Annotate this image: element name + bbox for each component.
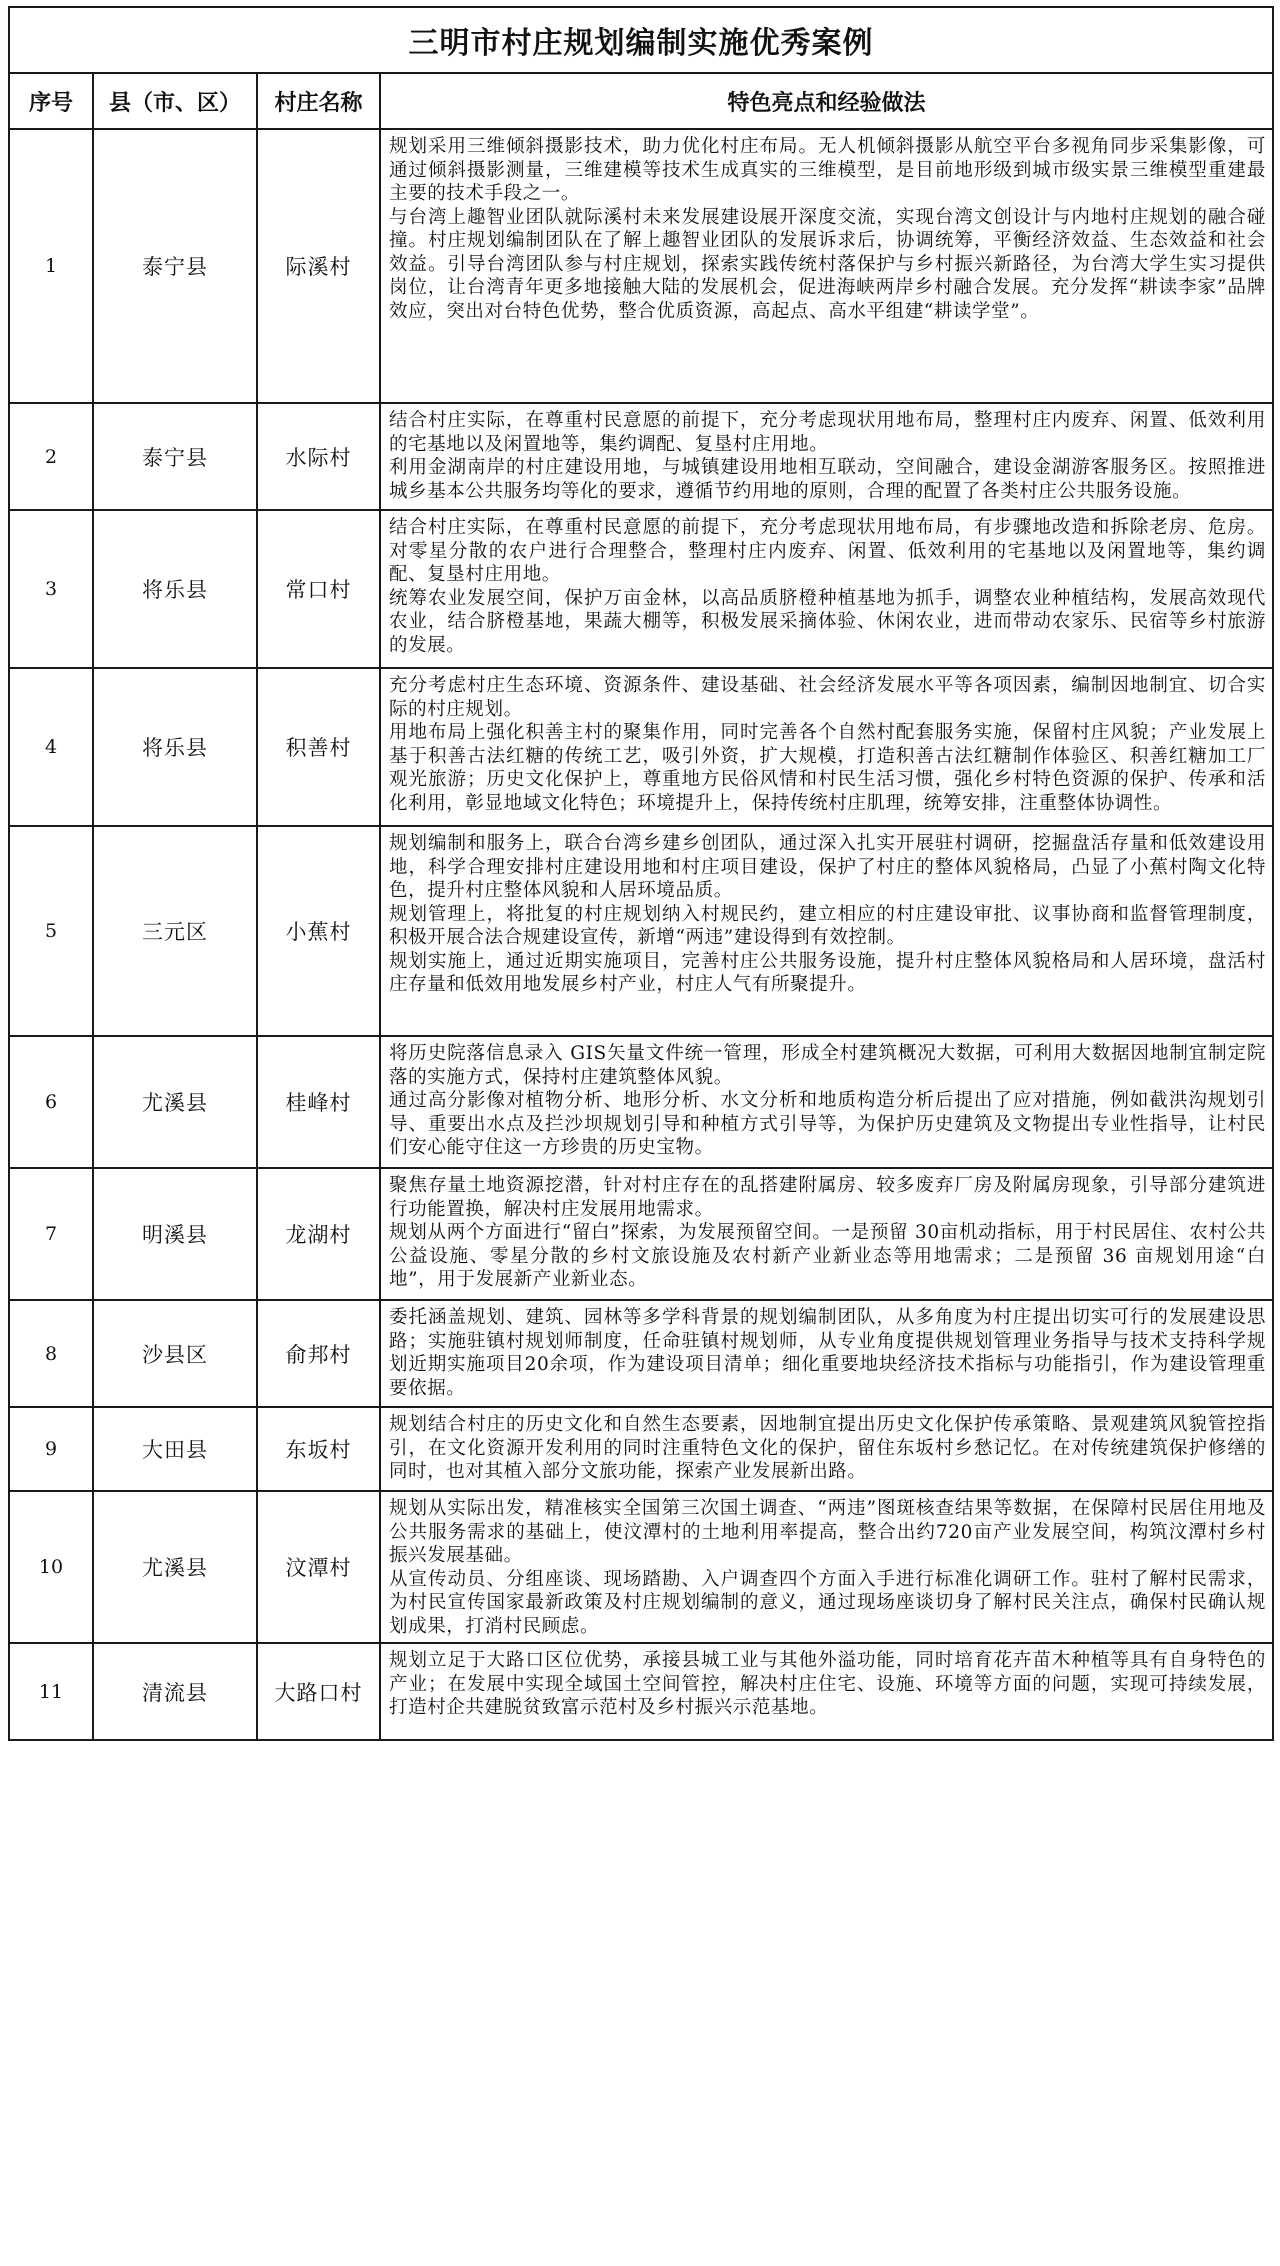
highlights-cell [380, 510, 1273, 668]
highlights-cell [380, 1300, 1273, 1407]
header-county: 县（市、区） [93, 73, 257, 129]
table-row [9, 403, 1273, 510]
village-name: 龙湖村 [257, 1168, 380, 1300]
row-number: 4 [9, 668, 93, 826]
row-number: 7 [9, 1168, 93, 1300]
row-number: 3 [9, 510, 93, 668]
village-name: 俞邦村 [257, 1300, 380, 1407]
highlight-paragraph: 规划从两个方面进行“留白”探索，为发展预留空间。一是预留 30亩机动指标，用于村民居住、农村公共公益设施、零星分散的乡村文旅设施及农村新产业新业态等用地需求；二是预留 36 亩规划用途“白地”，用于发展新产业新业态。 [389, 1222, 1266, 1290]
village-name: 东坂村 [257, 1407, 380, 1491]
highlights-cell [380, 129, 1273, 403]
highlight-paragraph: 规划管理上，将批复的村庄规划纳入村规民约，建立相应的村庄建设审批、议事协商和监督管理制度，积极开展合法合规建设宣传，新增“两违”建设得到有效控制。 [389, 903, 1266, 948]
highlight-paragraph: 利用金湖南岸的村庄建设用地，与城镇建设用地相互联动，空间融合，建设金湖游客服务区。按照推进城乡基本公共服务均等化的要求，遵循节约用地的原则，合理的配置了各类村庄公共服务设施。 [389, 457, 1266, 502]
village-name: 常口村 [257, 510, 380, 668]
row-number: 8 [9, 1300, 93, 1407]
row-number: 6 [9, 1036, 93, 1168]
highlights-text [381, 669, 1272, 819]
row-number: 9 [9, 1407, 93, 1491]
table-row [9, 1036, 1273, 1168]
county-name: 尤溪县 [93, 1036, 257, 1168]
header-row [9, 73, 1273, 129]
row-number: 10 [9, 1491, 93, 1643]
highlights-text [381, 1037, 1272, 1164]
village-name: 积善村 [257, 668, 380, 826]
highlights-cell [380, 403, 1273, 510]
highlights-text [381, 1492, 1272, 1642]
village-name: 桂峰村 [257, 1036, 380, 1168]
row-number: 5 [9, 826, 93, 1036]
highlights-cell [380, 1168, 1273, 1300]
table-title: 三明市村庄规划编制实施优秀案例 [9, 7, 1273, 73]
highlight-paragraph: 规划实施上，通过近期实施项目，完善村庄公共服务设施，提升村庄整体风貌格局和人居环境，盘活村庄存量和低效用地发展乡村产业，村庄人气有所聚提升。 [389, 950, 1266, 995]
table-row [9, 1168, 1273, 1300]
table-row [9, 1491, 1273, 1643]
header-highlights: 特色亮点和经验做法 [380, 73, 1273, 129]
village-name: 小蕉村 [257, 826, 380, 1036]
county-name: 清流县 [93, 1643, 257, 1740]
table-row [9, 510, 1273, 668]
county-name: 沙县区 [93, 1300, 257, 1407]
county-name: 将乐县 [93, 668, 257, 826]
highlight-paragraph: 用地布局上强化积善主村的聚集作用，同时完善各个自然村配套服务实施，保留村庄风貌；产业发展上基于积善古法红糖的传统工艺，吸引外资，扩大规模，打造积善古法红糖制作体验区、积善红糖加工厂观光旅游；历史文化保护上，尊重地方民俗风情和村民生活习惯，强化乡村特色资源的保护、传承和活化利用，彰显地域文化特色；环境提升上，保持传统村庄肌理，统筹安排，注重整体协调性。 [389, 722, 1266, 814]
highlights-cell [380, 1407, 1273, 1491]
highlight-paragraph: 规划结合村庄的历史文化和自然生态要素，因地制宜提出历史文化保护传承策略、景观建筑风貌管控指引，在文化资源开发利用的同时注重特色文化的保护，留住东坂村乡愁记忆。在对传统建筑保护修缮的同时，也对其植入部分文旅功能，探索产业发展新出路。 [389, 1414, 1266, 1482]
table-row [9, 1300, 1273, 1407]
table-row [9, 826, 1273, 1036]
county-name: 三元区 [93, 826, 257, 1036]
highlight-paragraph: 结合村庄实际，在尊重村民意愿的前提下，充分考虑现状用地布局，有步骤地改造和拆除老房、危房。对零星分散的农户进行合理整合，整理村庄内废弃、闲置、低效利用的宅基地以及闲置地等，集约调配、复垦村庄用地。 [389, 517, 1266, 585]
highlight-paragraph: 结合村庄实际，在尊重村民意愿的前提下，充分考虑现状用地布局，整理村庄内废弃、闲置、低效利用的宅基地以及闲置地等，集约调配、复垦村庄用地。 [389, 410, 1266, 455]
village-name: 际溪村 [257, 129, 380, 403]
cases-table [8, 6, 1274, 1741]
document-sheet [8, 6, 1272, 1741]
highlight-paragraph: 规划从实际出发，精准核实全国第三次国土调查、“两违”图斑核查结果等数据，在保障村民居住用地及公共服务需求的基础上，使汶潭村的土地利用率提高，整合出约720亩产业发展空间，构筑汶潭村乡村振兴发展基础。 [389, 1498, 1266, 1566]
highlight-paragraph: 充分考虑村庄生态环境、资源条件、建设基础、社会经济发展水平等各项因素，编制因地制宜、切合实际的村庄规划。 [389, 675, 1266, 720]
highlight-paragraph: 聚焦存量土地资源挖潜，针对村庄存在的乱搭建附属房、较多废弃厂房及附属房现象，引导部分建筑进行功能置换，解决村庄发展用地需求。 [389, 1175, 1266, 1220]
header-village: 村庄名称 [257, 73, 380, 129]
header-no: 序号 [9, 73, 93, 129]
village-name: 水际村 [257, 403, 380, 510]
highlight-paragraph: 与台湾上趣智业团队就际溪村未来发展建设展开深度交流，实现台湾文创设计与内地村庄规划的融合碰撞。村庄规划编制团队在了解上趣智业团队的发展诉求后，协调统筹，平衡经济效益、生态效益和社会效益。引导台湾团队参与村庄规划，探索实践传统村落保护与乡村振兴新路径，为台湾大学生实习提供岗位，让台湾青年更多地接触大陆的发展机会，促进海峡两岸乡村融合发展。充分发挥“耕读李家”品牌效应，突出对台特色优势，整合优质资源，高起点、高水平组建“耕读学堂”。 [389, 206, 1266, 322]
highlight-paragraph: 将历史院落信息录入 GIS矢量文件统一管理，形成全村建筑概况大数据，可利用大数据因地制宜制定院落的实施方式，保持村庄建筑整体风貌。 [389, 1043, 1266, 1088]
highlight-paragraph: 规划编制和服务上，联合台湾乡建乡创团队，通过深入扎实开展驻村调研，挖掘盘活存量和低效建设用地，科学合理安排村庄建设用地和村庄项目建设，保护了村庄的整体风貌格局，凸显了小蕉村陶文化特色，提升村庄整体风貌和人居环境品质。 [389, 833, 1266, 901]
highlights-text [381, 827, 1272, 1001]
highlights-cell [380, 826, 1273, 1036]
table-row [9, 668, 1273, 826]
county-name: 泰宁县 [93, 129, 257, 403]
county-name: 将乐县 [93, 510, 257, 668]
county-name: 大田县 [93, 1407, 257, 1491]
village-name: 汶潭村 [257, 1491, 380, 1643]
row-number: 2 [9, 403, 93, 510]
highlight-paragraph: 委托涵盖规划、建筑、园林等多学科背景的规划编制团队，从多角度为村庄提出切实可行的发展建设思路；实施驻镇村规划师制度，任命驻镇村规划师，从专业角度提供规划管理业务指导与技术支持科学规划近期实施项目20余项，作为建设项目清单；细化重要地块经济技术指标与功能指引，作为建设管理重要依据。 [389, 1307, 1266, 1399]
highlights-text [381, 404, 1272, 507]
highlights-cell [380, 668, 1273, 826]
table-row [9, 1407, 1273, 1491]
highlight-paragraph: 从宣传动员、分组座谈、现场踏勘、入户调查四个方面入手进行标准化调研工作。驻村了解村民需求，为村民宣传国家最新政策及村庄规划编制的意义，通过现场座谈切身了解村民关注点，确保村民确认规划成果，打消村民顾虑。 [389, 1568, 1266, 1637]
highlight-paragraph: 规划立足于大路口区位优势，承接县城工业与其他外溢功能，同时培育花卉苗木种植等具有自身特色的产业；在发展中实现全域国土空间管控，解决村庄住宅、设施、环境等方面的问题，实现可持续发展，打造村企共建脱贫致富示范村及乡村振兴示范基地。 [389, 1650, 1266, 1718]
county-name: 泰宁县 [93, 403, 257, 510]
highlights-text [381, 1408, 1272, 1488]
title-row [9, 7, 1273, 73]
village-name: 大路口村 [257, 1643, 380, 1740]
highlights-text [381, 511, 1272, 661]
table-row [9, 1643, 1273, 1740]
highlights-cell [380, 1491, 1273, 1643]
highlight-paragraph: 统筹农业发展空间，保护万亩金林，以高品质脐橙种植基地为抓手，调整农业种植结构，发展高效现代农业，结合脐橙基地，果蔬大棚等，积极发展采摘体验、休闲农业，进而带动农家乐、民宿等乡村旅游的发展。 [389, 587, 1266, 656]
county-name: 尤溪县 [93, 1491, 257, 1643]
highlights-cell [380, 1036, 1273, 1168]
highlight-paragraph: 通过高分影像对植物分析、地形分析、水文分析和地质构造分析后提出了应对措施，例如截洪沟规划引导、重要出水点及拦沙坝规划引导和种植方式引导等，为保护历史建筑及文物提出专业性指导，让村民们安心能守住这一方珍贵的历史宝物。 [389, 1090, 1266, 1158]
table-row [9, 129, 1273, 403]
highlights-text [381, 1169, 1272, 1296]
county-name: 明溪县 [93, 1168, 257, 1300]
highlight-paragraph: 规划采用三维倾斜摄影技术，助力优化村庄布局。无人机倾斜摄影从航空平台多视角同步采集影像，可通过倾斜摄影测量，三维建模等技术生成真实的三维模型，是目前地形级到城市级实景三维模型重建最主要的技术手段之一。 [389, 136, 1266, 204]
highlights-cell [380, 1643, 1273, 1740]
row-number: 11 [9, 1643, 93, 1740]
highlights-text [381, 1644, 1272, 1724]
highlights-text [381, 1301, 1272, 1404]
row-number: 1 [9, 129, 93, 403]
highlights-text [381, 130, 1272, 327]
